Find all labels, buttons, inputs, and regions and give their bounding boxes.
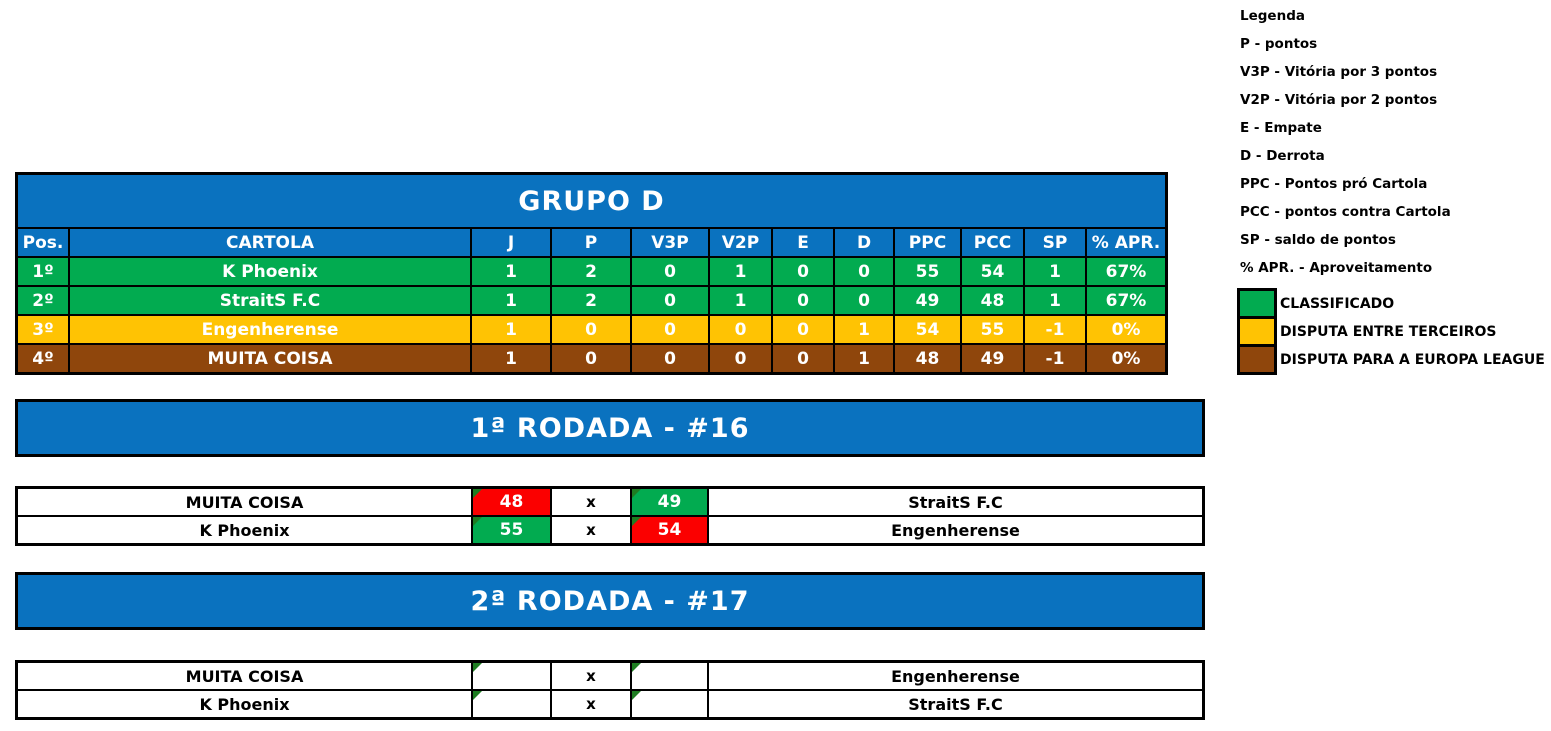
legend-class-europa xyxy=(1237,344,1545,375)
stat-d: 0 xyxy=(835,258,893,285)
away-team-cell: Engenherense xyxy=(709,663,1202,689)
stat-v3p: 0 xyxy=(632,316,708,343)
away-score-cell xyxy=(632,517,707,543)
stat-pcc: 55 xyxy=(962,316,1023,343)
legend-class-classificado xyxy=(1237,288,1545,319)
away-team-cell: StraitS F.C xyxy=(709,489,1202,515)
stat-p: 0 xyxy=(552,345,630,372)
legend-item-pcc: PCC - pontos contra Cartola xyxy=(1240,204,1451,220)
home-score-cell xyxy=(473,489,550,515)
stat-p: 2 xyxy=(552,287,630,314)
stat-v2p: 1 xyxy=(710,287,771,314)
legend-title: Legenda xyxy=(1240,8,1305,24)
cell-flag-triangle-icon xyxy=(632,517,641,526)
legend-class-label: DISPUTA PARA A EUROPA LEAGUE xyxy=(1280,351,1545,368)
team-cell: StraitS F.C xyxy=(70,287,470,314)
col-header-ppc: PPC xyxy=(895,229,960,256)
legend-item-v3p: V3P - Vitória por 3 pontos xyxy=(1240,64,1438,80)
stat-v2p: 0 xyxy=(710,316,771,343)
col-header-pos: Pos. xyxy=(18,229,68,256)
col-header-p: P xyxy=(552,229,630,256)
round-2-banner: 2ª RODADA - #17 xyxy=(15,572,1205,630)
pos-cell: 4º xyxy=(18,345,68,372)
stat-apr: 67% xyxy=(1087,258,1165,285)
pos-cell: 3º xyxy=(18,316,68,343)
stat-ppc: 48 xyxy=(895,345,960,372)
cell-flag-triangle-icon xyxy=(473,663,482,672)
col-header-sp: SP xyxy=(1025,229,1085,256)
legend-class-label: DISPUTA ENTRE TERCEIROS xyxy=(1280,323,1497,340)
stat-apr: 0% xyxy=(1087,345,1165,372)
classified-color-swatch xyxy=(1237,288,1277,319)
group-standings-table xyxy=(15,172,1168,375)
col-header-d: D xyxy=(835,229,893,256)
stat-d: 1 xyxy=(835,345,893,372)
stat-pcc: 54 xyxy=(962,258,1023,285)
stat-ppc: 55 xyxy=(895,258,960,285)
home-score-value: 48 xyxy=(499,492,524,512)
stat-pcc: 48 xyxy=(962,287,1023,314)
stat-j: 1 xyxy=(472,258,550,285)
away-team-cell: Engenherense xyxy=(709,517,1202,543)
round-2-matches-table xyxy=(15,660,1205,720)
legend-panel xyxy=(1237,8,1545,375)
stat-p: 0 xyxy=(552,316,630,343)
cell-flag-triangle-icon xyxy=(473,517,482,526)
cell-flag-triangle-icon xyxy=(473,489,482,498)
stat-sp: 1 xyxy=(1025,258,1085,285)
col-header-pcc: PCC xyxy=(962,229,1023,256)
away-team-cell: StraitS F.C xyxy=(709,691,1202,717)
round-1-matches-table xyxy=(15,486,1205,546)
europa-league-color-swatch xyxy=(1237,344,1277,375)
legend-class-terceiros xyxy=(1237,316,1545,347)
stat-pcc: 49 xyxy=(962,345,1023,372)
home-team-cell: K Phoenix xyxy=(18,517,471,543)
stat-ppc: 49 xyxy=(895,287,960,314)
pos-cell: 1º xyxy=(18,258,68,285)
col-header-v3p: V3P xyxy=(632,229,708,256)
versus-cell: x xyxy=(552,691,630,717)
stat-v2p: 1 xyxy=(710,258,771,285)
col-header-e: E xyxy=(773,229,833,256)
cell-flag-triangle-icon xyxy=(473,691,482,700)
stat-d: 0 xyxy=(835,287,893,314)
team-cell: K Phoenix xyxy=(70,258,470,285)
legend-item-sp: SP - saldo de pontos xyxy=(1240,232,1396,248)
cell-flag-triangle-icon xyxy=(632,663,641,672)
away-score-cell xyxy=(632,489,707,515)
stat-ppc: 54 xyxy=(895,316,960,343)
pos-cell: 2º xyxy=(18,287,68,314)
versus-cell: x xyxy=(552,517,630,543)
legend-item-ppc: PPC - Pontos pró Cartola xyxy=(1240,176,1428,192)
col-header-v2p: V2P xyxy=(710,229,771,256)
stat-sp: 1 xyxy=(1025,287,1085,314)
group-title: GRUPO D xyxy=(18,175,1165,227)
stat-sp: -1 xyxy=(1025,316,1085,343)
away-score-value: 49 xyxy=(657,492,682,512)
cell-flag-triangle-icon xyxy=(632,489,641,498)
home-score-cell xyxy=(473,663,550,689)
stat-j: 1 xyxy=(472,287,550,314)
col-header-apr: % APR. xyxy=(1087,229,1165,256)
stat-sp: -1 xyxy=(1025,345,1085,372)
legend-item-d: D - Derrota xyxy=(1240,148,1325,164)
away-score-cell xyxy=(632,663,707,689)
team-cell: MUITA COISA xyxy=(70,345,470,372)
stat-d: 1 xyxy=(835,316,893,343)
away-score-cell xyxy=(632,691,707,717)
stat-v3p: 0 xyxy=(632,287,708,314)
team-cell: Engenherense xyxy=(70,316,470,343)
stat-v2p: 0 xyxy=(710,345,771,372)
stat-j: 1 xyxy=(472,345,550,372)
col-header-cartola: CARTOLA xyxy=(70,229,470,256)
third-place-color-swatch xyxy=(1237,316,1277,347)
stat-e: 0 xyxy=(773,287,833,314)
stat-p: 2 xyxy=(552,258,630,285)
versus-cell: x xyxy=(552,489,630,515)
cell-flag-triangle-icon xyxy=(632,691,641,700)
home-team-cell: K Phoenix xyxy=(18,691,471,717)
stat-e: 0 xyxy=(773,258,833,285)
stat-v3p: 0 xyxy=(632,258,708,285)
round-1-banner: 1ª RODADA - #16 xyxy=(15,399,1205,457)
stat-e: 0 xyxy=(773,316,833,343)
col-header-j: J xyxy=(472,229,550,256)
stat-apr: 67% xyxy=(1087,287,1165,314)
home-score-cell xyxy=(473,517,550,543)
legend-item-apr: % APR. - Aproveitamento xyxy=(1240,260,1433,276)
home-team-cell: MUITA COISA xyxy=(18,663,471,689)
home-score-value: 55 xyxy=(499,520,524,540)
home-team-cell: MUITA COISA xyxy=(18,489,471,515)
legend-item-p: P - pontos xyxy=(1240,36,1318,52)
stat-j: 1 xyxy=(472,316,550,343)
legend-item-v2p: V2P - Vitória por 2 pontos xyxy=(1240,92,1438,108)
home-score-cell xyxy=(473,691,550,717)
stat-apr: 0% xyxy=(1087,316,1165,343)
away-score-value: 54 xyxy=(657,520,682,540)
legend-item-e: E - Empate xyxy=(1240,120,1322,136)
legend-class-label: CLASSIFICADO xyxy=(1280,295,1395,312)
versus-cell: x xyxy=(552,663,630,689)
stat-v3p: 0 xyxy=(632,345,708,372)
stat-e: 0 xyxy=(773,345,833,372)
